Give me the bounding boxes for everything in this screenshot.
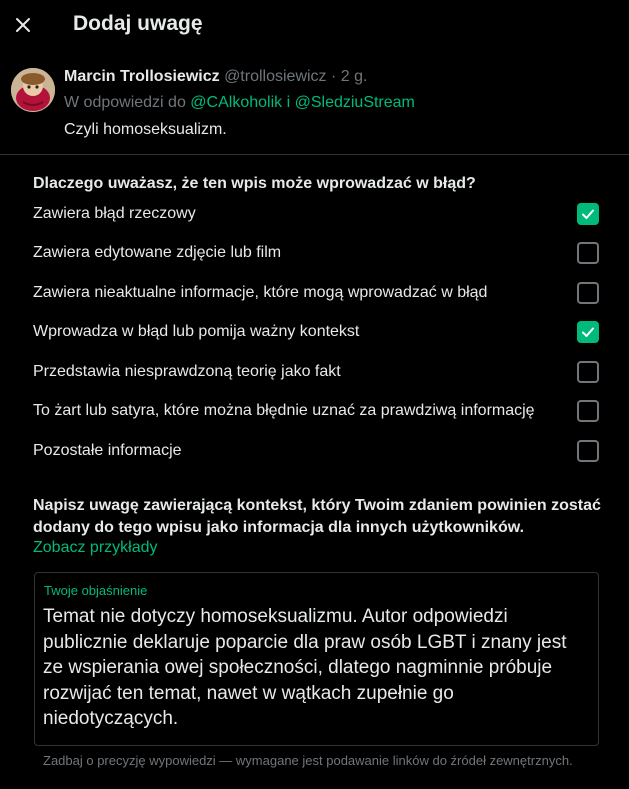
option-factual-error[interactable] <box>33 201 608 229</box>
mention-join: i <box>286 94 291 111</box>
separator: · <box>331 68 337 85</box>
checkmark-icon <box>581 207 595 221</box>
tweet-time[interactable]: 2 g. <box>340 68 368 85</box>
note-instruction: Napisz uwagę zawierającą kontekst, który Twoim zdaniem powinien zostać dodany do tego wpisu jako informacja dla innych użytkowników. <box>33 497 601 536</box>
question-heading: Dlaczego uważasz, że ten wpis może wprowadzać w błąd? <box>33 175 476 192</box>
reply-context <box>64 94 415 112</box>
option-label: Zawiera błąd rzeczowy <box>33 205 196 222</box>
option-altered-media[interactable] <box>33 240 608 268</box>
modal-header <box>0 0 629 52</box>
modal-title: Dodaj uwagę <box>73 12 203 35</box>
option-missing-context[interactable] <box>33 319 608 347</box>
checkbox[interactable] <box>577 282 599 304</box>
option-outdated-info[interactable] <box>33 280 608 308</box>
helper-text: Zadbaj o precyzję wypowiedzi — wymagane jest podawanie linków do źródeł zewnętrznych. <box>43 753 573 768</box>
checkbox[interactable] <box>577 242 599 264</box>
checkbox[interactable] <box>577 440 599 462</box>
checkbox[interactable] <box>577 321 599 343</box>
option-unverified-theory[interactable] <box>33 359 608 387</box>
examples-link[interactable]: Zobacz przykłady <box>33 539 158 556</box>
textarea-label: Twoje objaśnienie <box>44 583 148 598</box>
close-button[interactable] <box>12 10 34 40</box>
option-label: To żart lub satyra, które można błędnie uznać za prawdziwą informację <box>33 402 535 419</box>
checkbox[interactable] <box>577 400 599 422</box>
option-label: Pozostałe informacje <box>33 442 182 459</box>
option-label: Wprowadza w błąd lub pomija ważny kontekst <box>33 323 360 340</box>
quoted-tweet <box>0 60 629 154</box>
author-name[interactable]: Marcin Trollosiewicz <box>64 68 220 85</box>
checkbox[interactable] <box>577 203 599 225</box>
checkmark-icon <box>581 325 595 339</box>
explanation-textarea[interactable] <box>34 572 599 746</box>
divider <box>0 154 629 155</box>
checkbox[interactable] <box>577 361 599 383</box>
close-icon <box>15 17 31 33</box>
author-handle[interactable]: @trollosiewicz <box>224 68 327 85</box>
textarea-value[interactable]: Temat nie dotyczy homoseksualizmu. Autor odpowiedzi publicznie deklaruje poparcie dla praw osób LGBT i znany jest ze wspierania owej społeczności, dlatego nagminnie próbuje rozwijać ten temat, nawet w wątkach zupełnie go niedotyczących. <box>43 606 567 729</box>
reply-prefix: W odpowiedzi do <box>64 94 186 111</box>
tweet-author-line <box>64 68 367 86</box>
mention-link[interactable]: @CAlkoholik <box>190 94 283 111</box>
option-label: Zawiera edytowane zdjęcie lub film <box>33 244 282 261</box>
option-satire[interactable] <box>33 398 608 426</box>
option-label: Przedstawia niesprawdzoną teorię jako fakt <box>33 363 341 380</box>
option-label: Zawiera nieaktualne informacje, które mogą wprowadzać w błąd <box>33 284 488 301</box>
mention-link[interactable]: @SledziuStream <box>294 94 415 111</box>
avatar[interactable] <box>11 68 55 112</box>
option-other[interactable] <box>33 438 608 466</box>
tweet-text: Czyli homoseksualizm. <box>64 121 227 138</box>
